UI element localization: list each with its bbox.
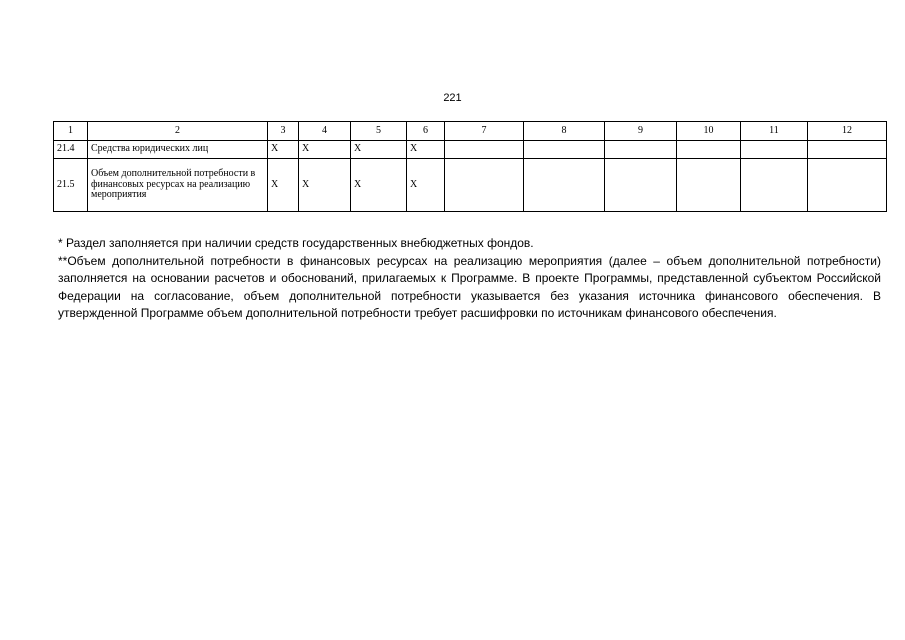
header-cell: 3: [268, 122, 299, 141]
row-name-cell: Средства юридических лиц: [88, 141, 268, 159]
header-cell: 5: [351, 122, 407, 141]
footnote-1: * Раздел заполняется при наличии средств государственных внебюджетных фондов.: [58, 236, 534, 250]
table-cell: X: [268, 159, 299, 212]
footnote-2: **Объем дополнительной потребности в финансовых ресурсах на реализацию мероприятия (далее – объем дополнительной потребности) заполняется на основании расчетов и обоснований, прилагаемых к Программе. В проекте Программы, представленной субъектом Российской Федерации на согласование, объем дополнительной потребности указывается без указания источника финансового обеспечения. В утвержденной Программе объем дополнительной потребности требует расшифровки по источникам финансового обеспечения.: [58, 253, 881, 320]
table-row: [54, 159, 887, 212]
table-cell: [808, 141, 887, 159]
table-cell: X: [299, 159, 351, 212]
row-number-cell: 21.5: [54, 159, 88, 212]
header-cell: 12: [808, 122, 887, 141]
row-number-cell: 21.4: [54, 141, 88, 159]
page-number: 221: [443, 92, 462, 104]
table-cell: [605, 159, 677, 212]
table-cell: [524, 141, 605, 159]
table-cell: X: [268, 141, 299, 159]
table-cell: [605, 141, 677, 159]
header-cell: 8: [524, 122, 605, 141]
header-cell: 6: [407, 122, 445, 141]
table-cell: [808, 159, 887, 212]
header-cell: 7: [445, 122, 524, 141]
table-cell: [741, 141, 808, 159]
financing-table: [53, 121, 887, 212]
table-cell: X: [407, 159, 445, 212]
table-cell: X: [351, 141, 407, 159]
table-cell: X: [407, 141, 445, 159]
header-cell: 4: [299, 122, 351, 141]
table-cell: X: [351, 159, 407, 212]
header-cell: 11: [741, 122, 808, 141]
table-cell: [741, 159, 808, 212]
header-cell: 1: [54, 122, 88, 141]
row-name-cell: Объем дополнительной потребности в финансовых ресурсах на реализацию мероприятия: [88, 159, 268, 212]
header-cell: 10: [677, 122, 741, 141]
footnotes: [58, 235, 881, 323]
table-cell: [445, 141, 524, 159]
table-header-row: [54, 122, 887, 141]
table-cell: [524, 159, 605, 212]
table-cell: [445, 159, 524, 212]
header-cell: 2: [88, 122, 268, 141]
table-cell: [677, 141, 741, 159]
table-cell: [677, 159, 741, 212]
table-cell: X: [299, 141, 351, 159]
header-cell: 9: [605, 122, 677, 141]
table-row: [54, 141, 887, 159]
